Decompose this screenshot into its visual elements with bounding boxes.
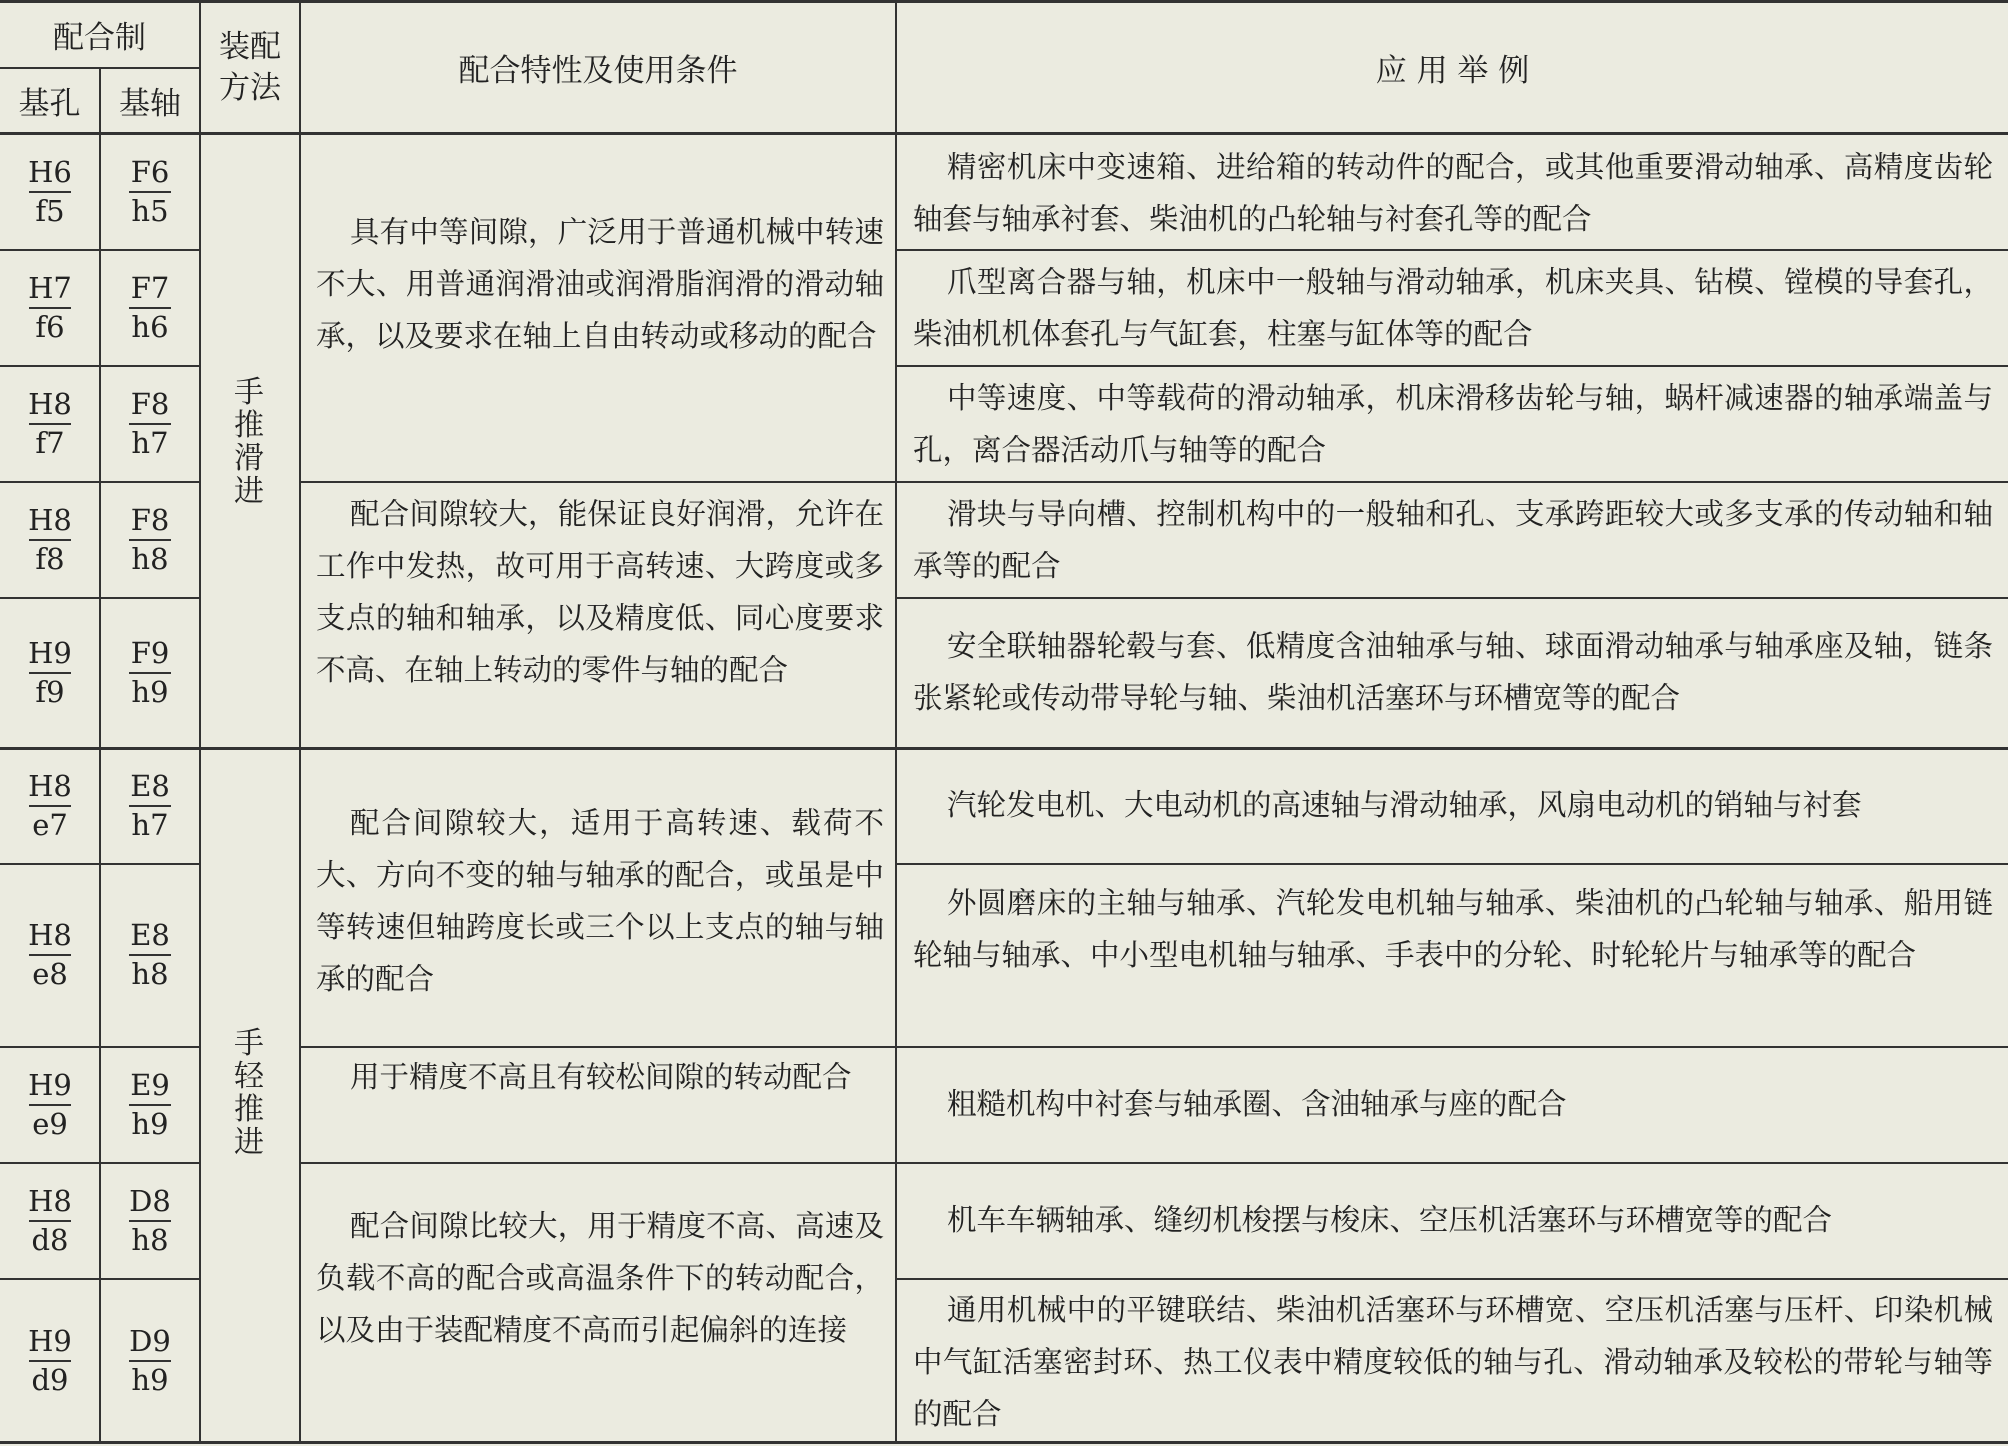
fit-hole-tolerance: F7 bbox=[130, 271, 170, 305]
row-divider bbox=[895, 1278, 2008, 1280]
fraction-bar bbox=[29, 191, 71, 193]
application-example: 精密机床中变速箱、进给箱的转动件的配合，或其他重要滑动轴承、高精度齿轮轴套与轴承衬套、柴油机的凸轮轴与衬套孔等的配合 bbox=[913, 150, 1993, 236]
assembly-method-light-hand-push bbox=[199, 1027, 299, 1159]
header-hole-basis: 基孔 bbox=[18, 86, 81, 122]
row-divider bbox=[895, 597, 2008, 599]
shaft-basis-fit bbox=[100, 1070, 200, 1141]
fraction-bar bbox=[29, 539, 71, 541]
fit-shaft-tolerance: f9 bbox=[35, 674, 65, 709]
shaft-basis-fit bbox=[100, 157, 200, 228]
header-shaft-basis: 基轴 bbox=[119, 86, 181, 122]
fit-hole-tolerance: D8 bbox=[129, 1184, 171, 1218]
fit-hole-tolerance: H6 bbox=[28, 155, 72, 189]
characteristics-text: 具有中等间隙，广泛用于普通机械中转速不大、用普通润滑油或润滑脂润滑的滑动轴承，以及要求在轴上自由转动或移动的配合 bbox=[316, 215, 884, 353]
shaft-basis-fit bbox=[100, 505, 200, 576]
fit-shaft-tolerance: h8 bbox=[131, 956, 169, 991]
row-divider bbox=[299, 1162, 2008, 1164]
application-example: 通用机械中的平键联结、柴油机活塞环与环槽宽、空压机活塞与压杆、印染机械中气缸活塞密封环、热工仪表中精度较低的轴与孔、滑动轴承及较松的带轮与轴等的配合 bbox=[913, 1293, 1993, 1431]
shaft-basis-fit bbox=[100, 273, 200, 344]
application-example: 粗糙机构中衬套与轴承圈、含油轴承与座的配合 bbox=[947, 1087, 1567, 1121]
shaft-basis-fit bbox=[100, 389, 200, 460]
header-fit-system: 配合制 bbox=[53, 20, 146, 56]
fit-shaft-tolerance: f6 bbox=[35, 309, 65, 344]
fit-hole-tolerance: E9 bbox=[130, 1068, 170, 1102]
fraction-bar bbox=[129, 1104, 171, 1106]
fit-shaft-tolerance: f5 bbox=[35, 193, 65, 228]
fraction-bar bbox=[29, 672, 71, 674]
hole-basis-fit bbox=[0, 1186, 100, 1257]
fit-hole-tolerance: H8 bbox=[28, 769, 72, 803]
hole-basis-fit bbox=[0, 389, 100, 460]
assembly-method-hand-push-slide bbox=[199, 376, 299, 508]
hole-basis-fit bbox=[0, 1326, 100, 1397]
shaft-basis-fit bbox=[100, 1186, 200, 1257]
fit-shaft-tolerance: e9 bbox=[32, 1106, 68, 1141]
shaft-basis-fit bbox=[100, 920, 200, 991]
fit-shaft-tolerance: h5 bbox=[131, 193, 169, 228]
application-example: 汽轮发电机、大电动机的高速轴与滑动轴承，风扇电动机的销轴与衬套 bbox=[947, 788, 1862, 822]
fit-shaft-tolerance: h7 bbox=[131, 425, 169, 460]
fit-hole-tolerance: E8 bbox=[130, 769, 170, 803]
fit-shaft-tolerance: d8 bbox=[31, 1222, 69, 1257]
characteristics-text: 配合间隙较大，能保证良好润滑，允许在工作中发热，故可用于高转速、大跨度或多支点的轴和轴承，以及精度低、同心度要求不高、在轴上转动的零件与轴的配合 bbox=[316, 497, 884, 687]
fraction-bar bbox=[29, 423, 71, 425]
application-example: 滑块与导向槽、控制机构中的一般轴和孔、支承跨距较大或多支承的传动轴和轴承等的配合 bbox=[913, 497, 1993, 583]
fraction-bar bbox=[29, 1360, 71, 1362]
fit-hole-tolerance: F8 bbox=[130, 503, 170, 537]
col-divider bbox=[895, 0, 897, 1443]
col-divider bbox=[299, 0, 301, 1443]
fit-hole-tolerance: F6 bbox=[130, 155, 170, 189]
fraction-bar bbox=[29, 1104, 71, 1106]
fit-shaft-tolerance: h9 bbox=[131, 674, 169, 709]
fit-hole-tolerance: H9 bbox=[28, 1324, 72, 1358]
application-example: 外圆磨床的主轴与轴承、汽轮发电机轴与轴承、柴油机的凸轮轴与轴承、船用链轮轴与轴承、中小型电机轴与轴承、手表中的分轮、时轮轮片与轴承等的配合 bbox=[913, 886, 1993, 972]
fraction-bar bbox=[129, 423, 171, 425]
fit-shaft-tolerance: f7 bbox=[35, 425, 65, 460]
fit-shaft-tolerance: h8 bbox=[131, 541, 169, 576]
fit-shaft-tolerance: d9 bbox=[31, 1362, 69, 1397]
fraction-bar bbox=[29, 954, 71, 956]
header-examples: 应 用 举 例 bbox=[1375, 53, 1530, 89]
row-divider bbox=[895, 249, 2008, 251]
application-example: 中等速度、中等载荷的滑动轴承，机床滑移齿轮与轴，蜗杆减速器的轴承端盖与孔，离合器活动爪与轴等的配合 bbox=[913, 381, 1993, 467]
method-char: 滑 bbox=[234, 441, 264, 476]
method-char: 手 bbox=[234, 1026, 264, 1061]
fit-hole-tolerance: D9 bbox=[129, 1324, 171, 1358]
method-char: 进 bbox=[234, 1125, 264, 1160]
fraction-bar bbox=[129, 539, 171, 541]
fit-shaft-tolerance: h9 bbox=[131, 1106, 169, 1141]
hole-basis-fit bbox=[0, 157, 100, 228]
hole-basis-fit bbox=[0, 273, 100, 344]
fit-shaft-tolerance: e8 bbox=[32, 956, 68, 991]
fit-shaft-tolerance: h7 bbox=[131, 807, 169, 842]
fit-hole-tolerance: H8 bbox=[28, 918, 72, 952]
hole-basis-fit bbox=[0, 638, 100, 709]
row-divider bbox=[299, 1046, 2008, 1048]
fraction-bar bbox=[129, 191, 171, 193]
method-char: 手 bbox=[234, 375, 264, 410]
method-char: 推 bbox=[234, 408, 264, 443]
row-divider bbox=[299, 481, 2008, 483]
fit-shaft-tolerance: e7 bbox=[32, 807, 68, 842]
fraction-bar bbox=[29, 805, 71, 807]
application-example: 爪型离合器与轴，机床中一般轴与滑动轴承，机床夹具、钻模、镗模的导套孔，柴油机机体套孔与气缸套，柱塞与缸体等的配合 bbox=[913, 265, 1993, 351]
method-char: 轻 bbox=[234, 1059, 264, 1094]
fit-hole-tolerance: H9 bbox=[28, 636, 72, 670]
fraction-bar bbox=[129, 805, 171, 807]
fraction-bar bbox=[129, 1220, 171, 1222]
header-bottom-border bbox=[0, 132, 2008, 135]
method-char: 进 bbox=[234, 474, 264, 509]
fraction-bar bbox=[29, 307, 71, 309]
hole-basis-fit bbox=[0, 771, 100, 842]
application-example: 安全联轴器轮毂与套、低精度含油轴承与轴、球面滑动轴承与轴承座及轴，链条张紧轮或传动带导轮与轴、柴油机活塞环与环槽宽等的配合 bbox=[913, 629, 1993, 715]
fit-shaft-tolerance: f8 bbox=[35, 541, 65, 576]
fit-hole-tolerance: H8 bbox=[28, 387, 72, 421]
row-divider bbox=[895, 365, 2008, 367]
header-assembly-method bbox=[201, 3, 299, 132]
fraction-bar bbox=[129, 307, 171, 309]
fit-hole-tolerance: H8 bbox=[28, 503, 72, 537]
characteristics-text: 用于精度不高且有较松间隙的转动配合 bbox=[350, 1060, 852, 1094]
group-divider bbox=[0, 747, 2008, 750]
hole-basis-fit bbox=[0, 505, 100, 576]
fraction-bar bbox=[129, 1360, 171, 1362]
application-example: 机车车辆轴承、缝纫机梭摆与梭床、空压机活塞环与环槽宽等的配合 bbox=[947, 1203, 1833, 1237]
fit-shaft-tolerance: h6 bbox=[131, 309, 169, 344]
hole-basis-fit bbox=[0, 920, 100, 991]
fit-shaft-tolerance: h9 bbox=[131, 1362, 169, 1397]
shaft-basis-fit bbox=[100, 638, 200, 709]
header-assembly-method-line1: 装配 bbox=[219, 29, 281, 66]
fit-hole-tolerance: F9 bbox=[130, 636, 170, 670]
fit-hole-tolerance: H8 bbox=[28, 1184, 72, 1218]
method-char: 推 bbox=[234, 1092, 264, 1127]
shaft-basis-fit bbox=[100, 771, 200, 842]
fit-hole-tolerance: H7 bbox=[28, 271, 72, 305]
fit-hole-tolerance: E8 bbox=[130, 918, 170, 952]
row-divider bbox=[895, 863, 2008, 865]
header-characteristics: 配合特性及使用条件 bbox=[458, 53, 738, 89]
header-assembly-method-line2: 方法 bbox=[219, 69, 281, 106]
table-bottom-border bbox=[0, 1441, 2008, 1444]
fit-hole-tolerance: H9 bbox=[28, 1068, 72, 1102]
fraction-bar bbox=[129, 954, 171, 956]
characteristics-text: 配合间隙比较大，用于精度不高、高速及负载不高的配合或高温条件下的转动配合，以及由于装配精度不高而引起偏斜的连接 bbox=[316, 1209, 884, 1347]
hole-basis-fit bbox=[0, 1070, 100, 1141]
fraction-bar bbox=[29, 1220, 71, 1222]
fraction-bar bbox=[129, 672, 171, 674]
fit-hole-tolerance: F8 bbox=[130, 387, 170, 421]
characteristics-text: 配合间隙较大，适用于高转速、载荷不大、方向不变的轴与轴承的配合，或虽是中等转速但轴跨度长或三个以上支点的轴与轴承的配合 bbox=[316, 806, 884, 996]
shaft-basis-fit bbox=[100, 1326, 200, 1397]
fit-shaft-tolerance: h8 bbox=[131, 1222, 169, 1257]
